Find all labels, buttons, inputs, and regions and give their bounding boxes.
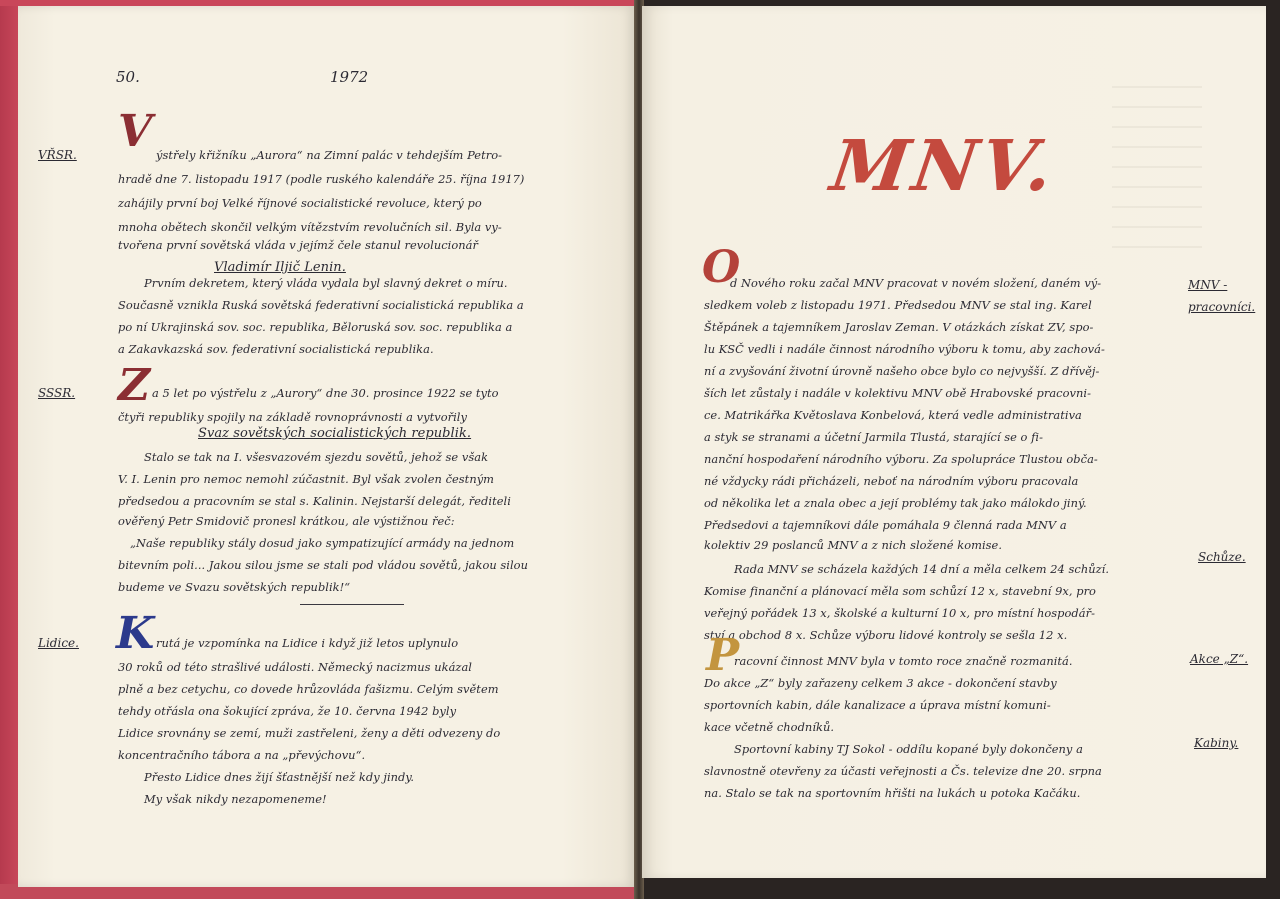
margin-label-lidice: Lidice. [38,636,79,650]
margin-label-schuze: Schůze. [1198,550,1246,564]
margin-label-text: MNV - pracovníci. [1188,278,1256,314]
text-line: tvořena první sovětská vláda v jejímž čele stanul revolucionář [118,238,478,252]
text-line: Do akce „Z“ byly zařazeny celkem 3 akce - dokončení stavby [704,676,1057,690]
text-line: sportovních kabin, dále kanalizace a úprava místní komuni- [704,698,1051,712]
drop-cap-o: O [702,242,741,293]
text-line: veřejný pořádek 13 x, školské a kulturní 10 x, pro místní hospodář- [704,606,1095,620]
text-line: budeme ve Svazu sovětských republik!“ [118,580,351,594]
text-line: ce. Matrikářka Květoslava Konbelová, která vedle administrativa [704,408,1082,422]
book-cover-edge [0,0,20,899]
margin-label-vrsr: VŘSR. [38,148,77,162]
text-line: ýstřely křižníku „Aurora“ na Zimní palác v tehdejším Petro- [156,148,502,162]
text-line: Štěpánek a tajemníkem Jaroslav Zeman. V otázkách získat ZV, spo- [704,320,1094,334]
text-line: na. Stalo se tak na sportovním hřišti na lukách u potoka Kačáku. [704,786,1081,800]
text-line-sssr: Svaz sovětských socialistických republik. [198,426,472,441]
text-line: né vždycky rádi přicházeli, neboť na národním výboru pracovala [704,474,1079,488]
text-line: nanční hospodaření národního výboru. Za spolupráce Tlustou obča- [704,452,1098,466]
text-line: „Naše republiky stály dosud jako sympatizující armády na jednom [130,536,515,550]
text-line: Stalo se tak na I. všesvazovém sjezdu sovětů, jehož se však [144,450,489,464]
page-year: 1972 [330,68,369,86]
text-line: mnoha obětech skončil velkým vítězstvím revolučních sil. Byla vy- [118,220,502,234]
text-line: koncentračního tábora a na „převýchovu“. [118,748,366,762]
margin-label-akce-z: Akce „Z“. [1190,652,1249,666]
text-line: a Zakavkazská sov. federativní socialistická republika. [118,342,434,356]
margin-label-sssr: SSSR. [38,386,76,400]
left-page [18,6,636,887]
text-line: Komise finanční a plánovací měla som schůzí 12 x, stavební 9x, pro [704,584,1096,598]
right-page [642,6,1266,878]
drop-cap-p: P [706,630,740,681]
text-line: a 5 let po výstřelu z „Aurory“ dne 30. prosince 1922 se tyto [152,386,499,400]
margin-label-kabiny: Kabiny. [1194,736,1239,750]
text-line: Prvním dekretem, který vláda vydala byl slavný dekret o míru. [144,276,508,290]
text-line: Přesto Lidice dnes žijí šťastnější než kdy jindy. [144,770,415,784]
section-divider [300,604,404,605]
text-line: tehdy otřásla ona šokující zpráva, že 10. června 1942 byly [118,704,457,718]
text-line: plně a bez cetychu, co dovede hrůzovláda fašizmu. Celým světem [118,682,499,696]
text-line: čtyři republiky spojily na základě rovnoprávnosti a vytvořily [118,410,467,424]
page-number: 50. [116,68,140,86]
text-line: lu KSČ vedli i nadále činnost národního výboru k tomu, aby zachová- [704,342,1105,356]
text-line: kace včetně chodníků. [704,720,835,734]
bleed-through-shadow [1112,86,1202,266]
drop-cap-k: K [116,608,155,659]
text-line: Současně vznikla Ruská sovětská federativní socialistická republika a [118,298,524,312]
drop-cap-z: Z [118,360,151,411]
text-line: ství a obchod 8 x. Schůze výboru lidové kontroly se sešla 12 x. [704,628,1068,642]
text-line: a styk se stranami a účetní Jarmila Tlustá, starající se o fi- [704,430,1043,444]
text-line: slavnostně otevřeny za účasti veřejnosti a Čs. televize dne 20. srpna [704,764,1102,778]
text-line-lenin: Vladimír Iljič Lenin. [214,260,346,275]
text-line: Sportovní kabiny TJ Sokol - oddílu kopané byly dokončeny a [734,742,1083,756]
text-line: Rada MNV se scházela každých 14 dní a měla celkem 24 schůzí. [734,562,1110,576]
text-line: ní a zvyšování životní úrovně našeho obce bylo co nejvyšší. Z dřívěj- [704,364,1100,378]
text-line: po ní Ukrajinská sov. soc. republika, Běloruská sov. soc. republika a [118,320,513,334]
text-line: zahájily první boj Velké říjnové socialistické revoluce, který po [118,196,482,210]
text-line: předsedou a pracovním se stal s. Kalinin. Nejstarší delegát, řediteli [118,494,511,508]
text-line: d Nového roku začal MNV pracovat v novém složení, daném vý- [730,276,1102,290]
text-line: ověřený Petr Smidovič pronesl krátkou, ale výstižnou řeč: [118,514,455,528]
margin-label-mnv-pracovnici [1188,274,1258,318]
text-line: My však nikdy nezapomeneme! [144,792,327,806]
text-line: 30 roků od této strašlivé události. Německý nacizmus ukázal [118,660,472,674]
text-line: Lidice srovnány se zemí, muži zastřeleni, ženy a děti odvezeny do [118,726,501,740]
text-line: od několika let a znala obec a její problémy tak jako málokdo jiný. [704,496,1087,510]
text-line: ších let zůstaly i nadále v kolektivu MNV obě Hrabovské pracovni- [704,386,1091,400]
text-line: bitevním poli... Jakou silou jsme se stali pod vládou sovětů, jakou silou [118,558,528,572]
text-line: Předsedovi a tajemníkovi dále pomáhala 9 členná rada MNV a [704,518,1067,532]
section-title-mnv: MNV. [826,124,1062,207]
drop-cap-v: V [118,106,153,157]
text-line: sledkem voleb z listopadu 1971. Předsedou MNV se stal ing. Karel [704,298,1092,312]
text-line: racovní činnost MNV byla v tomto roce značně rozmanitá. [734,654,1073,668]
text-line: V. I. Lenin pro nemoc nemohl zúčastnit. Byl však zvolen čestným [118,472,495,486]
text-line: rutá je vzpomínka na Lidice i když již letos uplynulo [156,636,459,650]
text-line: hradě dne 7. listopadu 1917 (podle ruského kalendáře 25. října 1917) [118,172,525,186]
text-line: kolektiv 29 poslanců MNV a z nich složené komise. [704,538,1003,552]
